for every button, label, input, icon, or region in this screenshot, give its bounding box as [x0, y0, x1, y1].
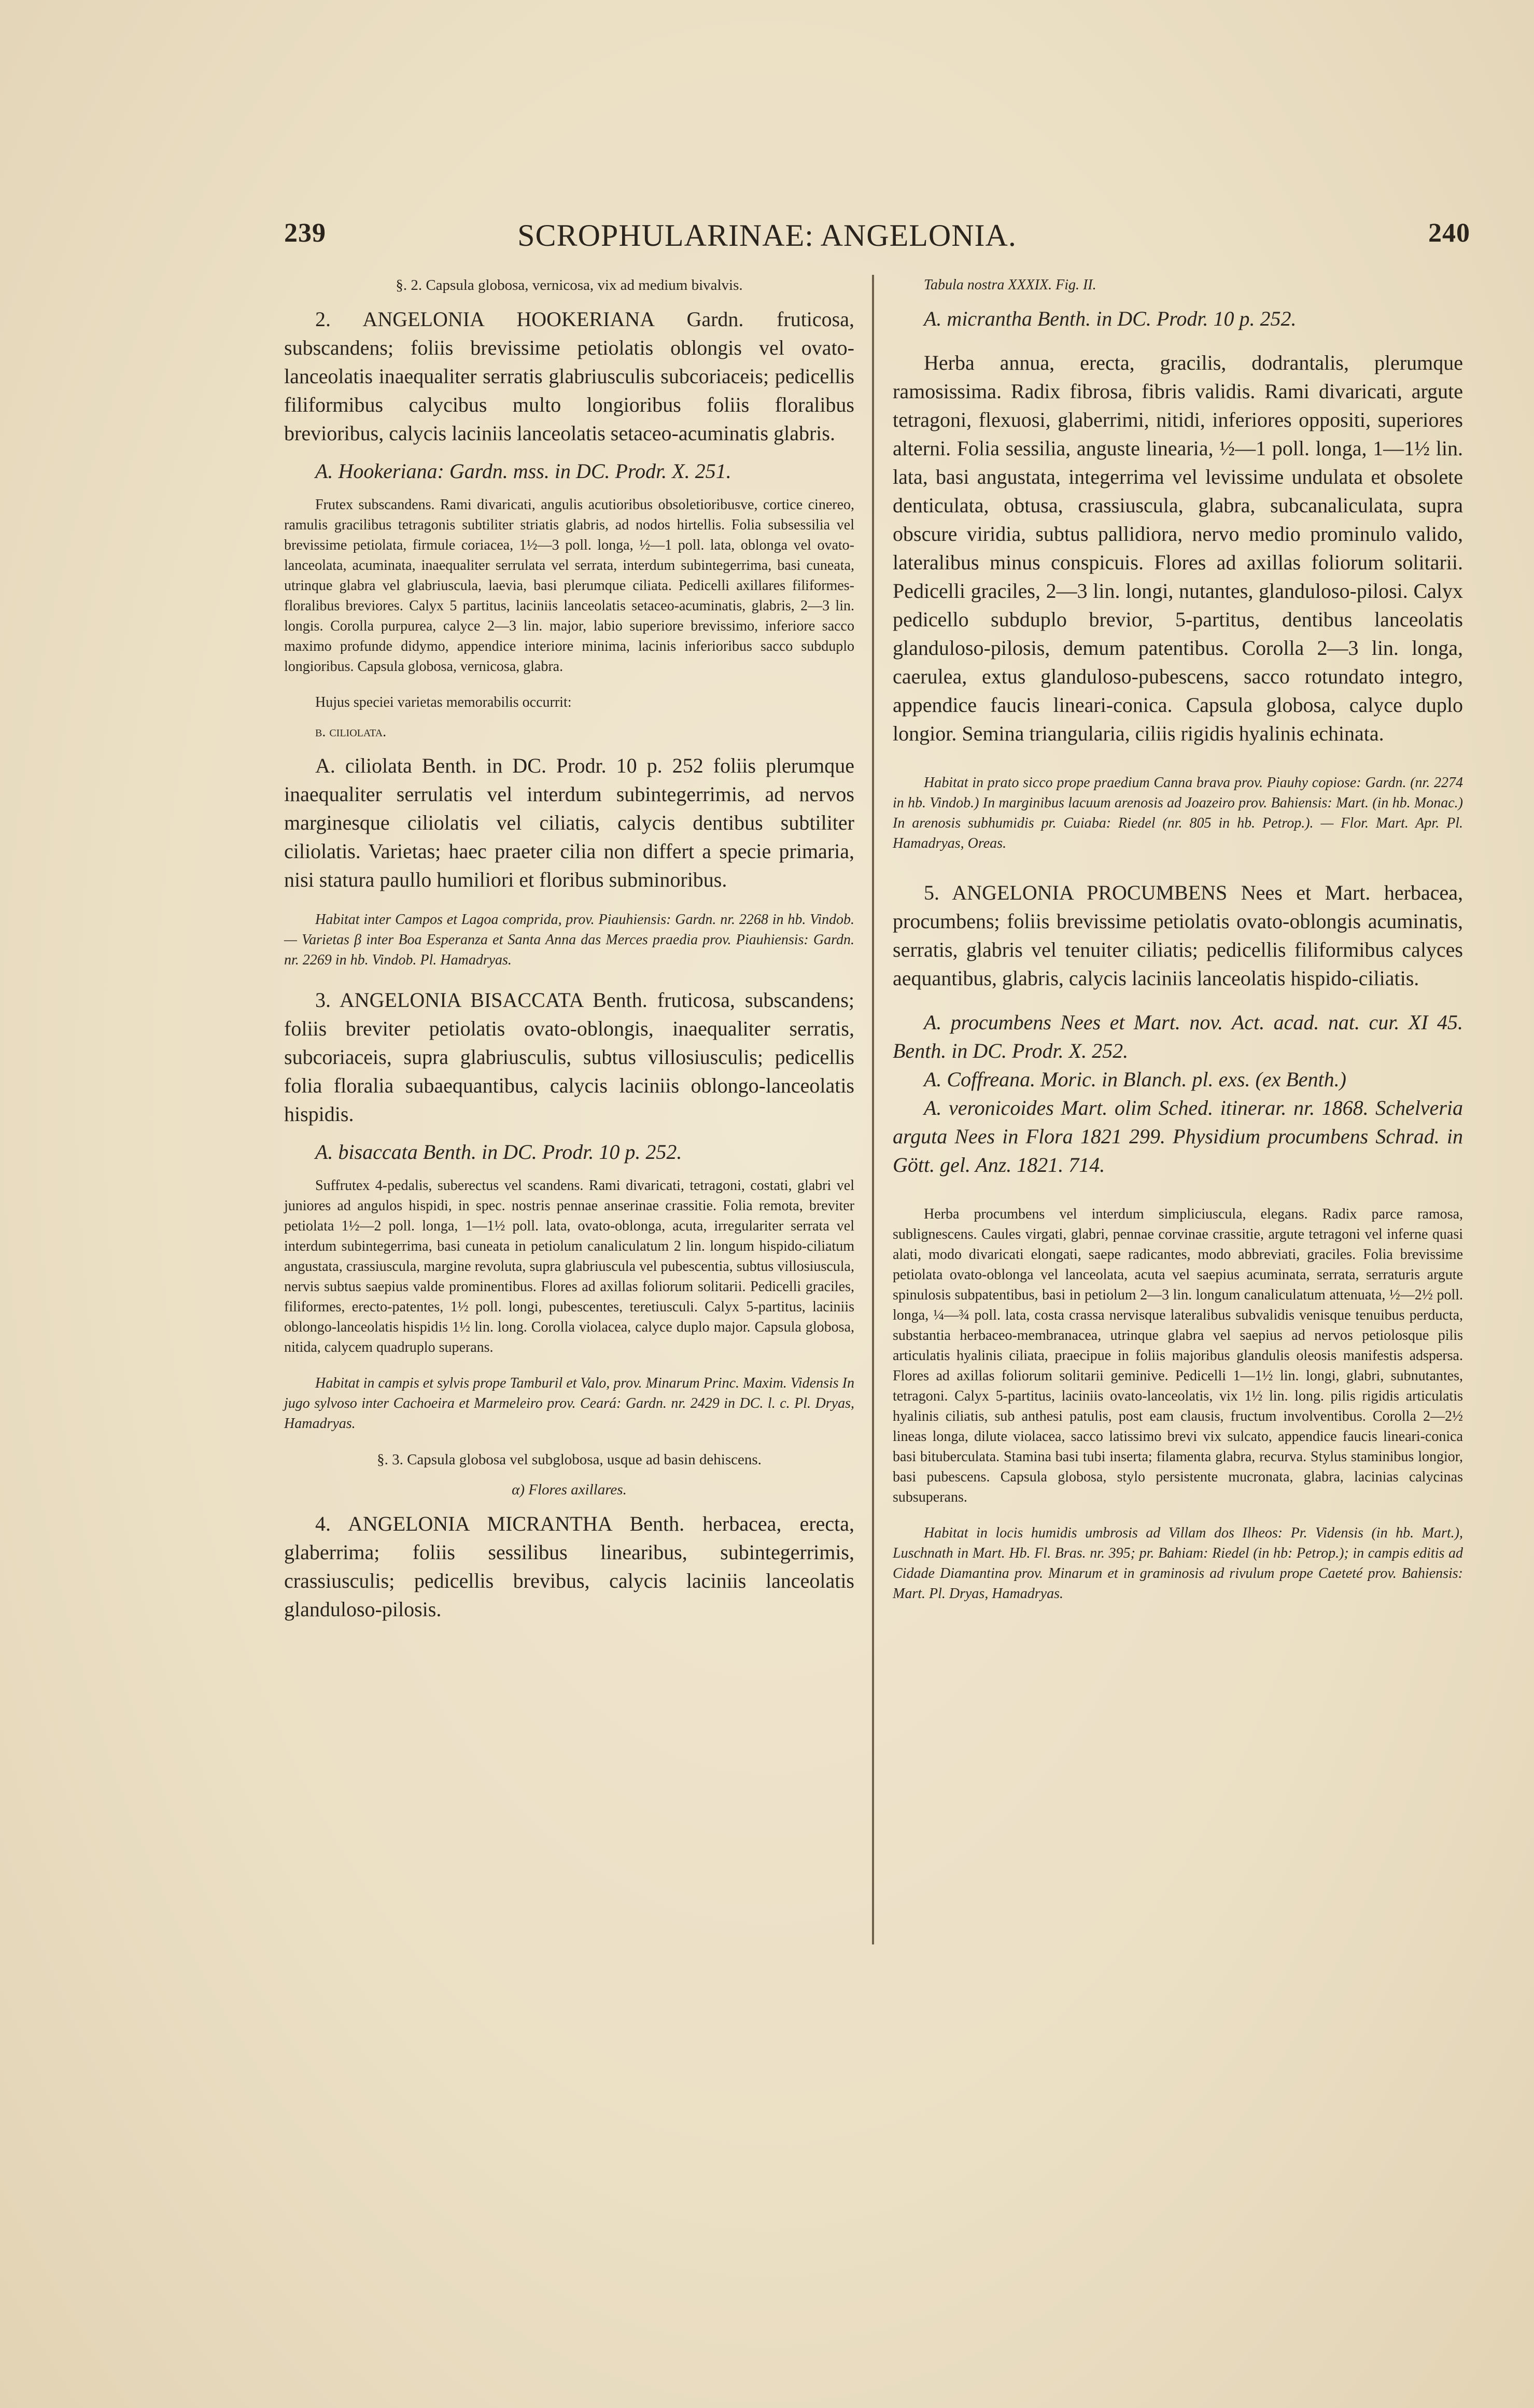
column-divider	[872, 275, 874, 1944]
running-title: SCROPHULARINAE: ANGELONIA.	[517, 218, 1017, 253]
species-2-synonym: A. Hookeriana: Gardn. mss. in DC. Prodr. X. 251.	[315, 459, 731, 483]
left-column	[284, 275, 854, 1623]
species-5-synonym-3: A. veronicoides Mart. olim Sched. itinerar. nr. 1868. Schelveria arguta Nees in Flora 1821 299. Physidium procumbens Schrad. in Gött. gel. Anz. 1821. 714.	[893, 1096, 1463, 1177]
plate-reference: Tabula nostra XXXIX. Fig. II.	[924, 277, 1096, 293]
species-2-description: Frutex subscandens. Rami divaricati, angulis acutioribus obsoletioribusve, cortice cinereo, ramulis gracilibus tetragonis subtiliter striatis glabris, ad nodos hirtellis. Folia subsessilia vel brevissime petiolata, firmule coriacea, 1½—3 poll. longa, ½—1 poll. lata, oblonga vel ovato-lanceolata, acuminata, inaequaliter serrulata vel serrata, interdum subintegerrima, basi cuneata, utrinque glabra vel glabriuscula, laevia, basi plerumque ciliata. Pedicelli axillares filiformes-floralibus breviores. Calyx 5 partitus, laciniis lanceolatis setaceo-acuminatis, glabris, 2—3 lin. longis. Corolla purpurea, calyce 2—3 lin. major, labio superiore brevissimo, inferiore sacco maximo profunde didymo, appendice interiore minima, lacinis inferioribus sacco subduplo longioribus. Capsula globosa, vernicosa, glabra.	[284, 497, 854, 675]
right-column	[893, 275, 1463, 1604]
section-2-heading: §. 2. Capsula globosa, vernicosa, vix ad medium bivalvis.	[396, 277, 743, 293]
species-4-synonym: A. micrantha Benth. in DC. Prodr. 10 p. 252.	[924, 307, 1297, 330]
species-4-habitat: Habitat in prato sicco prope praedium Canna brava prov. Piauhy copiose: Gardn. (nr. 2274 in hb. Vindob.) In marginibus lacuum arenosis ad Joazeiro prov. Bahiensis: Mart. (in hb. Monac.) In arenosis subhumidis pr. Cuiaba: Riedel (nr. 805 in hb. Petrop.). — Flor. Mart. Apr. Pl. Hamadryas, Oreas.	[893, 775, 1463, 851]
species-3-diagnosis: 3. ANGELONIA BISACCATA Benth. fruticosa, subscandens; foliis breviter petiolatis ovato-oblongis, inaequaliter serratis, subcoriaceis, supra glabriusculis, subtus villosiusculis; pedicellis folia floralia subaequantibus, calycis laciniis oblongo-lanceolatis hispidis.	[284, 988, 854, 1126]
varietas-intro: Hujus speciei varietas memorabilis occurrit:	[315, 694, 572, 710]
species-4-diagnosis: 4. ANGELONIA MICRANTHA Benth. herbacea, erecta, glaberrima; foliis sessilibus linearibus, subintegerrimis, crassiusculis; pedicellis brevibus, calycis laciniis lanceolatis glanduloso-pilosis.	[284, 1512, 854, 1621]
species-5-habitat: Habitat in locis humidis umbrosis ad Villam dos Ilheos: Pr. Vidensis (in hb. Mart.), Luschnath in Mart. Hb. Fl. Bras. nr. 395; pr. Bahiam: Riedel (in hb: Petrop.); in campis editis ad Cidade Diamantina prov. Minarum et in graminosis ad rivulum prope Caeteté prov. Bahiensis: Mart. Pl. Dryas, Hamadryas.	[893, 1525, 1463, 1602]
species-5-description: Herba procumbens vel interdum simpliciuscula, elegans. Radix parce ramosa, sublignescens. Caules virgati, glabri, pennae corvinae crassitie, argute tetragoni vel inferne quasi alati, modo divaricati elongati, saepe radicantes, modo abbreviati, graciles. Folia brevissime petiolata ovato-oblonga vel lanceolata, acuta vel saepius acuminata, serrata, serraturis argute spinulosis subpatentibus, basi in petiolum 2—3 lin. longum canaliculatum attenuata, ½—2½ poll. longa, ¼—¾ poll. lata, costa crassa nervisque lateralibus subvalidis venisque tenuibus perducta, substantia herbaceo-membranacea, utrinque glabra vel saepius ad nervos petiolosque pilis articulatis hyalinis ciliata, praecipue in foliis majoribus glandulis oleosis manifestis adspersa. Flores ad axillas foliorum solitarii geminive. Pedicelli 1—1½ lin. longi, glabri, subnutantes, tetragoni. Calyx 5-partitus, laciniis ovato-lanceolatis, vix 1½ lin. long. pilis rigidis articulatis hyalinis ciliatis, sub anthesi patulis, post eam clausis, fructum involventibus. Corolla 2—2½ lineas longa, dilute violacea, sacco latissimo brevi vix sulcato, appendice faucis lineari-conica basi bituberculata. Stamina basi tubi inserta; filamenta glabra, recurva. Stylus staminibus longior, basi pubescens. Capsula globosa, stylo persistente mucronata, glabra, lacinias calycinas subsuperans.	[893, 1206, 1463, 1505]
species-3-habitat: Habitat in campis et sylvis prope Tamburil et Valo, prov. Minarum Princ. Maxim. Vidensis In jugo sylvoso inter Cachoeira et Marmeleiro prov. Ceará: Gardn. nr. 2429 in DC. l. c. Pl. Dryas, Hamadryas.	[284, 1375, 854, 1432]
species-5-synonym-1: A. procumbens Nees et Mart. nov. Act. acad. nat. cur. XI 45. Benth. in DC. Prodr. X. 252.	[893, 1011, 1463, 1062]
page-number-right: 240	[1428, 218, 1470, 248]
species-4-description: Herba annua, erecta, gracilis, dodrantalis, plerumque ramosissima. Radix fibrosa, fibris validis. Rami divaricati, argute tetragoni, flexuosi, glaberrimi, nitidi, inferiores oppositi, superiores alterni. Folia sessilia, anguste linearia, ½—1 poll. longa, 1—1½ lin. lata, basi angustata, integerrima vel levissime undulata et obsolete denticulata, obtusa, crassiuscula, glabra, subcanaliculata, supra obscure viridia, subtus pallidiora, nervo medio prominulo valido, lateralibus minus conspicuis. Flores ad axillas foliorum solitarii. Pedicelli graciles, 2—3 lin. longi, nutantes, glanduloso-pilosi. Calyx pedicello subduplo brevior, 5-partitus, dentibus lanceolatis glanduloso-pilosis, demum patentibus. Corolla 2—3 lin. longa, caerulea, extus glanduloso-pubescens, sacco rotundato integro, appendice faucis lineari-conica. Capsula globosa, calyce duplo longior. Semina triangularia, ciliis rigidis hyalinis echinata.	[893, 351, 1463, 745]
section-3-heading: §. 3. Capsula globosa vel subglobosa, usque ad basin dehiscens.	[377, 1451, 762, 1468]
section-3a-heading: α) Flores axillares.	[512, 1481, 627, 1498]
page-number-left: 239	[284, 218, 326, 248]
species-2-diagnosis: 2. ANGELONIA HOOKERIANA Gardn. fruticosa, subscandens; foliis brevissime petiolatis oblongis vel ovato-lanceolatis inaequaliter serratis glabriusculis subcoriaceis; pedicellis filiformibus calycibus multo longioribus foliis floralibus brevioribus, calycis laciniis lanceolatis setaceo-acuminatis glabris.	[284, 307, 854, 445]
variety-beta-diagnosis: A. ciliolata Benth. in DC. Prodr. 10 p. 252 foliis plerumque inaequaliter serrulatis vel interdum subintegerrimis, ad nervos marginesque ciliolatis vel ciliatis, calycis dentibus subtiliter ciliolatis. Varietas; haec praeter cilia non differt a specie primaria, nisi statura paullo humiliori et floribus subminoribus.	[284, 754, 854, 891]
species-3-description: Suffrutex 4-pedalis, suberectus vel scandens. Rami divaricati, tetragoni, costati, glabri vel juniores ad angulos hispidi, in spec. nostris pennae anserinae crassitie. Folia remota, breviter petiolata 1½—2 poll. longa, 1—1½ poll. lata, ovato-oblonga, acuta, irregulariter serrata vel interdum subintegerrima, basi cuneata in petiolum canaliculatum 2 lin. longum hispido-ciliatum angustata, crassiuscula, margine revoluta, supra glabriuscula vel pubescentia, subtus villosiuscula, nervis subtus saepius valde prominentibus. Flores ad axillas foliorum solitarii. Pedicelli graciles, filiformes, erecto-patentes, 1½ poll. longi, pubescentes, teretiusculi. Calyx 5-partitus, laciniis oblongo-lanceolatis hispidis 1½ lin. long. Corolla violacea, calyce duplo major. Capsula globosa, nitida, calycem quadruplo superans.	[284, 1178, 854, 1355]
variety-beta-habitat: Habitat inter Campos et Lagoa comprida, prov. Piauhiensis: Gardn. nr. 2268 in hb. Vindob. — Varietas β inter Boa Esperanza et Santa Anna das Merces praedia prov. Piauhiensis: Gardn. nr. 2269 in hb. Vindob. Pl. Hamadryas.	[284, 912, 854, 968]
variety-beta-heading: β. ciliolata.	[315, 724, 387, 740]
species-5-synonym-2: A. Coffreana. Moric. in Blanch. pl. exs. (ex Benth.)	[924, 1068, 1346, 1091]
species-5-diagnosis: 5. ANGELONIA PROCUMBENS Nees et Mart. herbacea, procumbens; foliis brevissime petiolatis ovato-oblongis acuminatis, serratis, glabris vel tenuiter ciliatis; pedicellis filiformibus calyces aequantibus, glabris, calycis laciniis lanceolatis hispido-ciliatis.	[893, 881, 1463, 990]
species-3-synonym: A. bisaccata Benth. in DC. Prodr. 10 p. 252.	[315, 1140, 682, 1164]
